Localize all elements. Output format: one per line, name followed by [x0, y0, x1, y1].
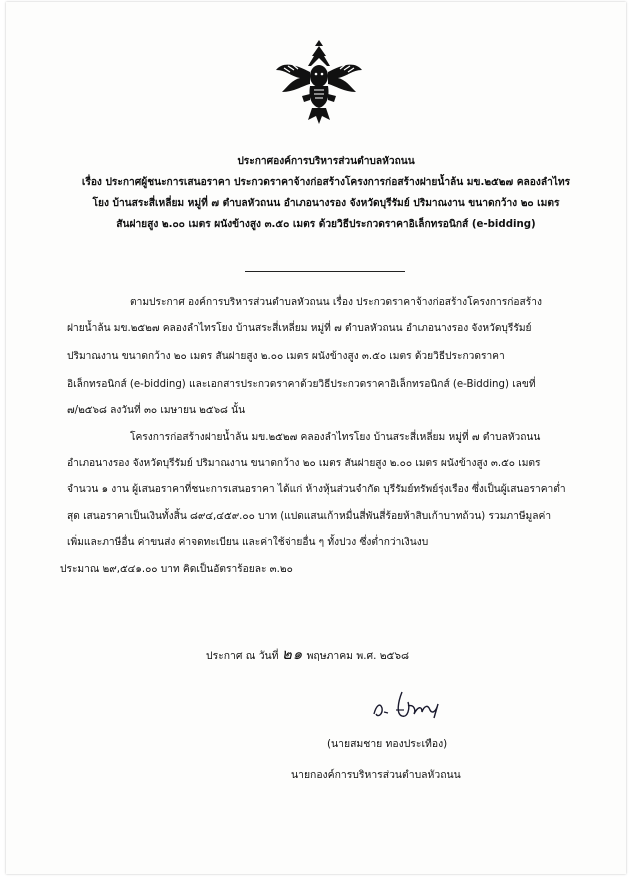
body-text-line: สุด เสนอราคาเป็นเงินทั้งสิ้น ๘๙๔,๔๕๙.๐๐ บาท (แปดแสนเก้าหมื่นสี่พันสี่ร้อยห้าสิบเก้าบาทถ้วน) รวมภาษีมูลค่า: [67, 511, 552, 522]
body-text-line: ๗/๒๕๖๘ ลงวันที่ ๓๐ เมษายน ๒๕๖๘ นั้น: [67, 405, 246, 416]
signer-name: (นายสมชาย ทองประเทือง): [327, 738, 448, 750]
subject-line: โยง บ้านสระสี่เหลี่ยม หมู่ที่ ๗ ตำบลหัวถนน อำเภอนางรอง จังหวัดบุรีรัมย์ ปริมาณงาน ขนาดกว้าง ๒๐ เมตร: [92, 198, 560, 209]
body-text-line: ตามประกาศ องค์การบริหารส่วนตำบลหัวถนน เรื่อง ประกวดราคาจ้างก่อสร้างโครงการก่อสร้าง: [130, 297, 542, 308]
signer-title: นายกองค์การบริหารส่วนตำบลหัวถนน: [291, 769, 461, 781]
date-month-year: พฤษภาคม พ.ศ. ๒๕๖๘: [306, 650, 410, 662]
announcer-line: ประกาศองค์การบริหารส่วนตำบลหัวถนน: [237, 156, 415, 167]
body-text-line: อิเล็กทรอนิกส์ (e-bidding) และเอกสารประกวดราคาด้วยวิธีประกวดราคาอิเล็กทรอนิกส์ (e-Bidding) เลขที่: [67, 379, 536, 390]
announcement-page: [6, 2, 626, 874]
body-text-line: จำนวน ๑ งาน ผู้เสนอราคาที่ชนะการเสนอราคา ได้แก่ ห้างหุ้นส่วนจำกัด บุรีรัมย์ทรัพย์รุ่งเรือง ซึ่งเป็นผู้เสนอราคาต่ำ: [67, 484, 566, 495]
body-text-line: อำเภอนางรอง จังหวัดบุรีรัมย์ ปริมาณงาน ขนาดกว้าง ๒๐ เมตร สันฝายสูง ๒.๐๐ เมตร ผนังข้างสูง ๓.๕๐ เมตร: [67, 458, 541, 469]
body-text-line: ฝายน้ำล้น มข.๒๕๒๗ คลองลำไทรโยง บ้านสระสี่เหลี่ยม หมู่ที่ ๗ ตำบลหัวถนน อำเภอนางรอง จังหวัดบุรีรัมย์: [67, 323, 532, 334]
date-day: ๒๑: [281, 645, 304, 663]
handwritten-signature: [368, 684, 468, 728]
subject-line: สันฝายสูง ๒.๐๐ เมตร ผนังข้างสูง ๓.๕๐ เมตร ด้วยวิธีประกวดราคาอิเล็กทรอนิกส์ (e-bidding): [116, 219, 536, 230]
header-divider: [245, 271, 405, 272]
body-text-line: เพิ่มและภาษีอื่น ค่าขนส่ง ค่าจดทะเบียน และค่าใช้จ่ายอื่น ๆ ทั้งปวง ซึ่งต่ำกว่าเงินงบ: [67, 537, 429, 548]
announcement-header: [46, 151, 606, 235]
subject-line: เรื่อง ประกาศผู้ชนะการเสนอราคา ประกวดราคาจ้างก่อสร้างโครงการก่อสร้างฝายน้ำล้น มข.๒๕๒๗ คลองลำไทร: [81, 177, 571, 188]
date-prefix: ประกาศ ณ วันที่: [206, 650, 279, 662]
announcement-date: [206, 642, 409, 666]
body-text-line: ประมาณ ๒๙,๕๔๑.๐๐ บาท คิดเป็นอัตราร้อยละ ๓.๒๐: [60, 564, 293, 575]
body-text-line: ปริมาณงาน ขนาดกว้าง ๒๐ เมตร สันฝายสูง ๒.๐๐ เมตร ผนังข้างสูง ๓.๕๐ เมตร ด้วยวิธีประกวดราคา: [67, 351, 505, 362]
body-text-line: โครงการก่อสร้างฝายน้ำล้น มข.๒๕๒๗ คลองลำไทรโยง บ้านสระสี่เหลี่ยม หมู่ที่ ๗ ตำบลหัวถนน: [130, 432, 541, 443]
garuda-emblem-icon: [274, 36, 364, 128]
